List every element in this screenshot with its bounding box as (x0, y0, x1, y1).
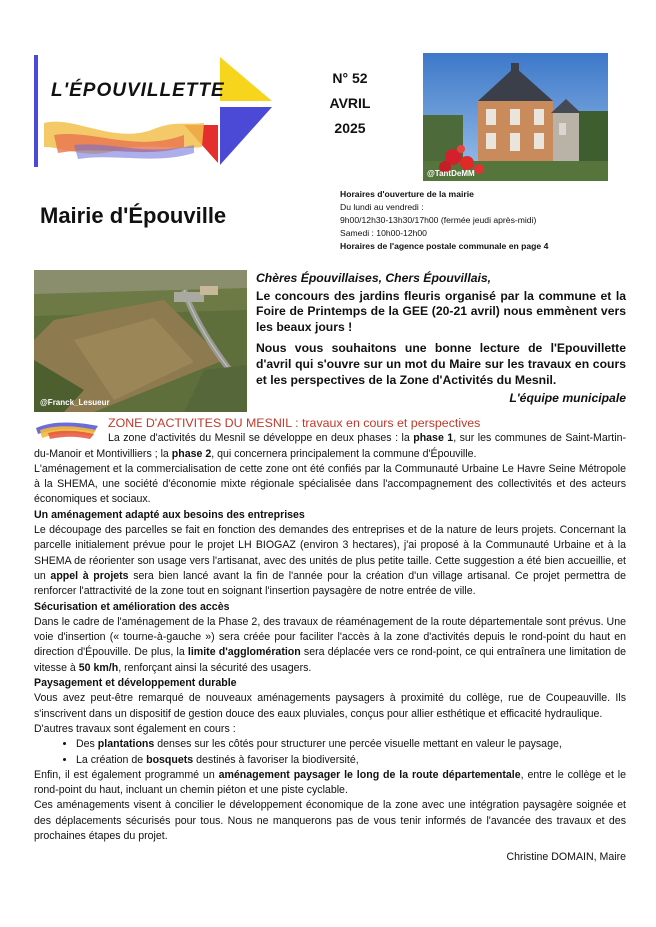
logo-blue-triangle (220, 107, 272, 165)
article-paragraph: Ces aménagements visent à concilier le développement économique de la zone avec une intégration paysagère soignée et des déplacements sécurisés pour tous. Nous ne manquerons pas de vous tenir informés de l'avancée des travaux et des prochaines étapes du projet. (34, 799, 626, 843)
article-title: ZONE D'ACTIVITES DU MESNIL : travaux en cours et perspectives (108, 416, 481, 430)
issue-year: 2025 (334, 120, 366, 136)
article-paragraph: La zone d'activités du Mesnil se développe en deux phases : la phase 1, sur les communes de Saint-Martin-du-Manoir et Montivilliers ; la phase 2, qui concernera principalement la commune d'Épouville. (34, 432, 627, 460)
logo-blue-bar (34, 55, 38, 167)
article-paragraph: Le découpage des parcelles se fait en fonction des demandes des entreprises et de la nature de leurs projets. Concernant la parcelle initialement prévue pour le projet LH BIOGAZ (environ 3 hectares), j'ai proposé à la Communauté Urbaine et à la SHEMA de réorienter son usage vers l'artisanat, avec des unités de plus petite taille. Cette suggestion a été bien accueillie, et un appel à projets sera bien lancé avant la fin de l'année pour la création d'un village artisanal. Ce projet permettra de renforcer l'attractivité de la zone tout en soignant l'insertion paysagère de notre entrée de ville. (34, 524, 626, 598)
epouvillette-logo (34, 55, 274, 170)
hours-title: Horaires d'ouverture de la mairie (340, 189, 474, 199)
article-paragraph: Dans le cadre de l'aménagement de la Phase 2, des travaux de réaménagement de la route départementale sont prévus. Une voie d'insertion (« tourne-à-gauche ») sera créée pour faciliter l'accès à la zone d'activités depuis le rond-point du haut en direction d'Épouville. De plus, la limite d'agglomération sera déplacée vers ce rond-point, ce qui entraînera une limitation de vitesse à 50 km/h, renforçant ainsi la sécurité des usagers. (34, 615, 626, 674)
town-hall-photo (423, 53, 608, 181)
hours-line: Du lundi au vendredi : (340, 202, 424, 212)
greeting: Chères Épouvillaises, Chers Épouvillais, (256, 271, 492, 285)
article-paragraph: D'autres travaux sont également en cours : (34, 722, 236, 735)
article-subheading: Un aménagement adapté aux besoins des entreprises (34, 508, 305, 521)
hours-post-office: Horaires de l'agence postale communale en page 4 (340, 241, 549, 251)
intro-paragraph: Le concours des jardins fleuris organisé par la commune et la Foire de Printemps de la GEE (20-21 avril) nous emmènent vers les beaux jours ! (256, 288, 626, 334)
aerial-photo (34, 270, 247, 412)
aerial-photo-credit: @Franck_Lesueur (40, 398, 110, 407)
article-subheading: Sécurisation et amélioration des accès (34, 600, 230, 613)
intro-paragraph: Nous vous souhaitons une bonne lecture de l'Epouvillette d'avril qui s'ouvre sur un mot du Maire sur les travaux en cours et les perspectives de la Zone d'Activités du Mesnil. (256, 341, 626, 387)
article-paragraph: Vous avez peut-être remarqué de nouveaux aménagements paysagers à proximité du collège, rue de Coupeauville. Ils s'inscrivent dans un dispositif de gestion douce des eaux pluviales, conçus pour allier esthétique et efficacité hydraulique. (34, 692, 626, 720)
logo-yellow-triangle (220, 57, 272, 101)
list-item: • Des plantations denses sur les côtés pour structurer une percée visuelle mettant en valeur le paysage, (76, 737, 626, 752)
article-subheading: Paysagement et développement durable (34, 677, 237, 690)
issue-month: AVRIL (329, 95, 371, 111)
mairie-title: Mairie d'Épouville (40, 203, 227, 228)
issue-number: N° 52 (332, 70, 368, 86)
issue-info (318, 66, 382, 141)
team-signature: L'équipe municipale (509, 391, 626, 406)
hours-line: Samedi : 10h00-12h00 (340, 228, 427, 238)
top-photo-credit: @TantDeMM (427, 169, 475, 178)
works-list (34, 737, 626, 768)
list-item: • La création de bosquets destinés à favoriser la biodiversité, (76, 753, 626, 768)
opening-hours (340, 188, 640, 253)
article-paragraph: L'aménagement et la commercialisation de cette zone ont été confiés par la Communauté Urbaine Le Havre Seine Métropole à la SHEMA, une société d'économie mixte régionale spécialisée dans l'accompagnement des collectivités et des acteurs économiques et sociaux. (34, 462, 626, 506)
logo-text: L'ÉPOUVILLETTE (51, 80, 225, 101)
editorial-intro (256, 271, 626, 407)
article-paragraph: Enfin, il est également programmé un aménagement paysager le long de la route départementale, entre le collège et le rond-point du haut, incluant un chemin piéton et une piste cyclable. (34, 768, 627, 797)
hours-line: 9h00/12h30-13h30/17h00 (fermée jeudi après-midi) (340, 215, 537, 225)
mayor-signature: Christine DOMAIN, Maire (506, 851, 626, 864)
article-zone-mesnil (34, 416, 626, 866)
